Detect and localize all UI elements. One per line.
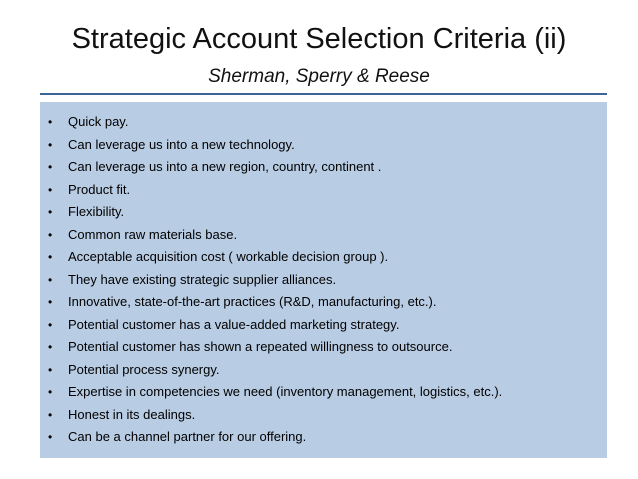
list-item xyxy=(40,246,607,269)
list-item-text: Acceptable acquisition cost ( workable decision group ). xyxy=(68,249,389,264)
list-item-text: They have existing strategic supplier alliances. xyxy=(68,271,337,287)
list-item xyxy=(40,156,607,179)
bullet-icon: • xyxy=(48,272,53,287)
bullet-icon: • xyxy=(48,250,53,264)
bullet-icon: • xyxy=(48,160,53,174)
list-item-text: Potential customer has shown a repeated willingness to outsource. xyxy=(68,339,453,354)
bullet-icon: • xyxy=(48,295,53,309)
list-item-text: Quick pay. xyxy=(68,114,129,129)
bullet-icon: • xyxy=(48,430,53,444)
bullet-icon: • xyxy=(48,182,53,197)
list-item xyxy=(40,426,607,449)
list-item-text: Can be a channel partner for our offering. xyxy=(68,429,307,444)
list-item xyxy=(40,179,607,202)
list-item-text: Can leverage us into a new technology. xyxy=(68,136,295,152)
title-divider xyxy=(40,93,607,95)
bullet-icon: • xyxy=(48,317,53,332)
bullet-icon: • xyxy=(48,227,53,242)
criteria-list xyxy=(40,102,607,449)
slide-subtitle: Sherman, Sperry & Reese xyxy=(208,66,430,87)
bullet-icon: • xyxy=(48,385,53,399)
list-item-text: Can leverage us into a new region, country, continent . xyxy=(68,159,382,174)
bullet-icon: • xyxy=(48,137,53,152)
bullet-icon: • xyxy=(48,115,53,129)
list-item-text: Flexibility. xyxy=(68,204,125,219)
list-item xyxy=(40,359,607,382)
list-item-text: Expertise in competencies we need (inventory management, logistics, etc.). xyxy=(68,384,503,399)
bullet-icon: • xyxy=(48,407,53,422)
bullet-icon: • xyxy=(48,340,53,354)
list-item xyxy=(40,381,607,404)
list-item-text: Potential process synergy. xyxy=(68,361,220,377)
list-item xyxy=(40,134,607,157)
list-item-text: Honest in its dealings. xyxy=(68,406,196,422)
list-item xyxy=(40,269,607,292)
list-item xyxy=(40,314,607,337)
list-item-text: Product fit. xyxy=(68,181,131,197)
list-item xyxy=(40,404,607,427)
list-item xyxy=(40,224,607,247)
bullet-icon: • xyxy=(48,362,53,377)
list-item-text: Potential customer has a value-added marketing strategy. xyxy=(68,316,400,332)
list-item xyxy=(40,111,607,134)
list-item xyxy=(40,201,607,224)
list-item xyxy=(40,336,607,359)
list-item-text: Common raw materials base. xyxy=(68,226,238,242)
list-item xyxy=(40,291,607,314)
criteria-box xyxy=(40,102,607,458)
list-item-text: Innovative, state-of-the-art practices (R&D, manufacturing, etc.). xyxy=(68,294,437,309)
bullet-icon: • xyxy=(48,205,53,219)
slide-title: Strategic Account Selection Criteria (ii) xyxy=(71,23,567,55)
